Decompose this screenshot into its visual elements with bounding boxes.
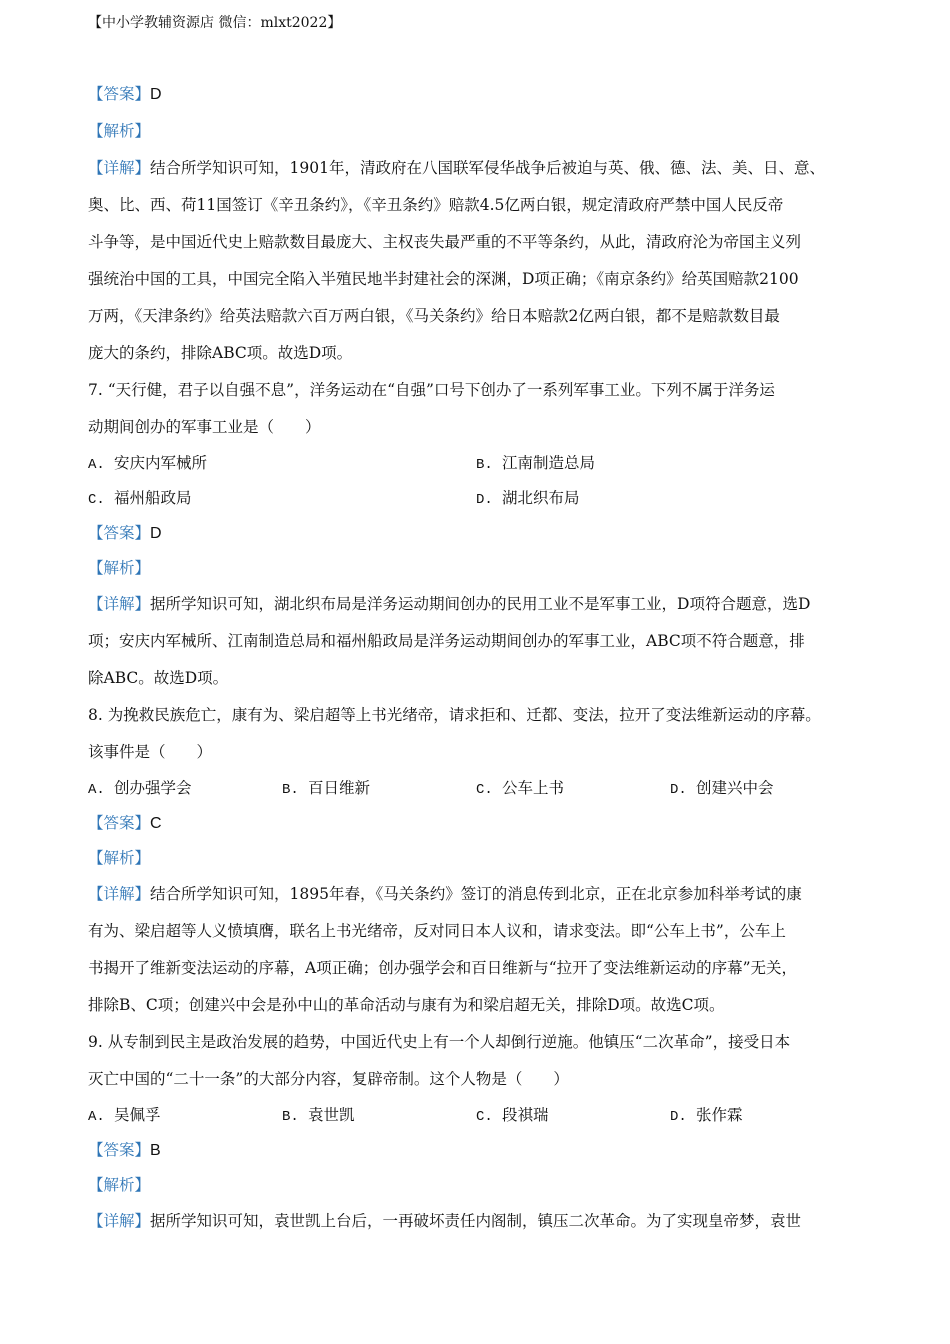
option-a: A. 安庆内军械所 bbox=[88, 454, 208, 473]
detail-line: 强统治中国的工具，中国完全陷入半殖民地半封建社会的深渊，D项正确；《南京条约》给英国赔款2100 bbox=[88, 270, 799, 288]
analysis-tag: 【解析】 bbox=[88, 122, 151, 140]
answer-tag: 【答案】 bbox=[88, 524, 151, 542]
option-b: B. 百日维新 bbox=[282, 779, 371, 798]
detail-text: 据所学知识可知，湖北织布局是洋务运动期间创办的民用工业不是军事工业，D项符合题意，选D bbox=[150, 595, 811, 613]
option-d: D. 张作霖 bbox=[670, 1106, 743, 1125]
detail-line: 项；安庆内军械所、江南制造总局和福州船政局是洋务运动期间创办的军事工业，ABC项不符合题意，排 bbox=[88, 632, 805, 650]
question-stem: 灭亡中国的“二十一条”的大部分内容，复辟帝制。这个人物是（ ） bbox=[88, 1070, 569, 1088]
analysis-tag: 【解析】 bbox=[88, 1176, 151, 1194]
options-row bbox=[88, 1098, 868, 1133]
answer-value: D bbox=[150, 525, 162, 542]
detail-tag: 【详解】 bbox=[88, 885, 151, 903]
option-d: D. 创建兴中会 bbox=[670, 779, 774, 798]
detail-tag: 【详解】 bbox=[88, 1212, 151, 1230]
question-stem: 该事件是（ ） bbox=[88, 743, 213, 761]
answer-line bbox=[88, 806, 868, 841]
options-row bbox=[88, 771, 868, 806]
option-b: B. 袁世凯 bbox=[282, 1106, 355, 1125]
page-header: 【中小学教辅资源店 微信：mlxt2022】 bbox=[88, 15, 342, 31]
detail-line: 排除B、C项；创建兴中会是孙中山的革命活动与康有为和梁启超无关，排除D项。故选C项。 bbox=[88, 996, 725, 1014]
detail-line bbox=[88, 150, 868, 187]
detail-line bbox=[88, 1203, 868, 1240]
answer-tag: 【答案】 bbox=[88, 85, 151, 103]
detail-tag: 【详解】 bbox=[88, 595, 151, 613]
detail-line: 奥、比、西、荷11国签订《辛丑条约》，《辛丑条约》赔款4.5亿两白银，规定清政府严禁中国人民反帝 bbox=[88, 196, 784, 214]
detail-text: 据所学知识可知，袁世凯上台后，一再破坏责任内阁制，镇压二次革命。为了实现皇帝梦，袁世 bbox=[150, 1212, 802, 1230]
answer-line bbox=[88, 1133, 868, 1168]
option-c: C. 段祺瑞 bbox=[476, 1106, 549, 1125]
option-b: B. 江南制造总局 bbox=[476, 454, 596, 473]
analysis-tag: 【解析】 bbox=[88, 849, 151, 867]
detail-line: 万两，《天津条约》给英法赔款六百万两白银，《马关条约》给日本赔款2亿两白银，都不是赔款数目最 bbox=[88, 307, 780, 325]
question-stem: 7. “天行健，君子以自强不息”，洋务运动在“自强”口号下创办了一系列军事工业。下列不属于洋务运 bbox=[88, 381, 775, 399]
options-row bbox=[88, 481, 868, 516]
answer-tag: 【答案】 bbox=[88, 1141, 151, 1159]
answer-value: C bbox=[150, 815, 162, 832]
question-stem: 8. 为挽救民族危亡，康有为、梁启超等上书光绪帝，请求拒和、迁都、变法，拉开了变法维新运动的序幕。 bbox=[88, 706, 821, 724]
options-row bbox=[88, 446, 868, 481]
detail-line: 书揭开了维新变法运动的序幕，A项正确；创办强学会和百日维新与“拉开了变法维新运动的序幕”无关， bbox=[88, 959, 798, 977]
analysis-tag: 【解析】 bbox=[88, 559, 151, 577]
option-c: C. 福州船政局 bbox=[88, 489, 192, 508]
option-c: C. 公车上书 bbox=[476, 779, 565, 798]
document-body bbox=[88, 76, 868, 1240]
detail-text: 结合所学知识可知，1901年，清政府在八国联军侵华战争后被迫与英、俄、德、法、美、日、意、 bbox=[150, 159, 825, 177]
detail-tag: 【详解】 bbox=[88, 159, 151, 177]
analysis-line bbox=[88, 841, 868, 876]
analysis-line bbox=[88, 113, 868, 150]
answer-line bbox=[88, 516, 868, 551]
detail-line: 庞大的条约，排除ABC项。故选D项。 bbox=[88, 344, 353, 362]
question-stem: 动期间创办的军事工业是（ ） bbox=[88, 418, 321, 436]
analysis-line bbox=[88, 1168, 868, 1203]
detail-line bbox=[88, 876, 868, 913]
answer-tag: 【答案】 bbox=[88, 814, 151, 832]
detail-line: 斗争等，是中国近代史上赔款数目最庞大、主权丧失最严重的不平等条约，从此，清政府沦为帝国主义列 bbox=[88, 233, 802, 251]
answer-value: B bbox=[150, 1142, 161, 1159]
option-d: D. 湖北织布局 bbox=[476, 489, 580, 508]
detail-line: 除ABC。故选D项。 bbox=[88, 669, 229, 687]
option-a: A. 吴佩孚 bbox=[88, 1106, 161, 1125]
answer-line bbox=[88, 76, 868, 113]
answer-value: D bbox=[150, 86, 162, 103]
option-a: A. 创办强学会 bbox=[88, 779, 192, 798]
detail-line bbox=[88, 586, 868, 623]
analysis-line bbox=[88, 551, 868, 586]
detail-line: 有为、梁启超等人义愤填膺，联名上书光绪帝，反对同日本人议和，请求变法。即“公车上书”，公车上 bbox=[88, 922, 786, 940]
question-stem: 9. 从专制到民主是政治发展的趋势，中国近代史上有一个人却倒行逆施。他镇压“二次革命”，接受日本 bbox=[88, 1033, 791, 1051]
detail-text: 结合所学知识可知，1895年春，《马关条约》签订的消息传到北京，正在北京参加科举考试的康 bbox=[150, 885, 802, 903]
